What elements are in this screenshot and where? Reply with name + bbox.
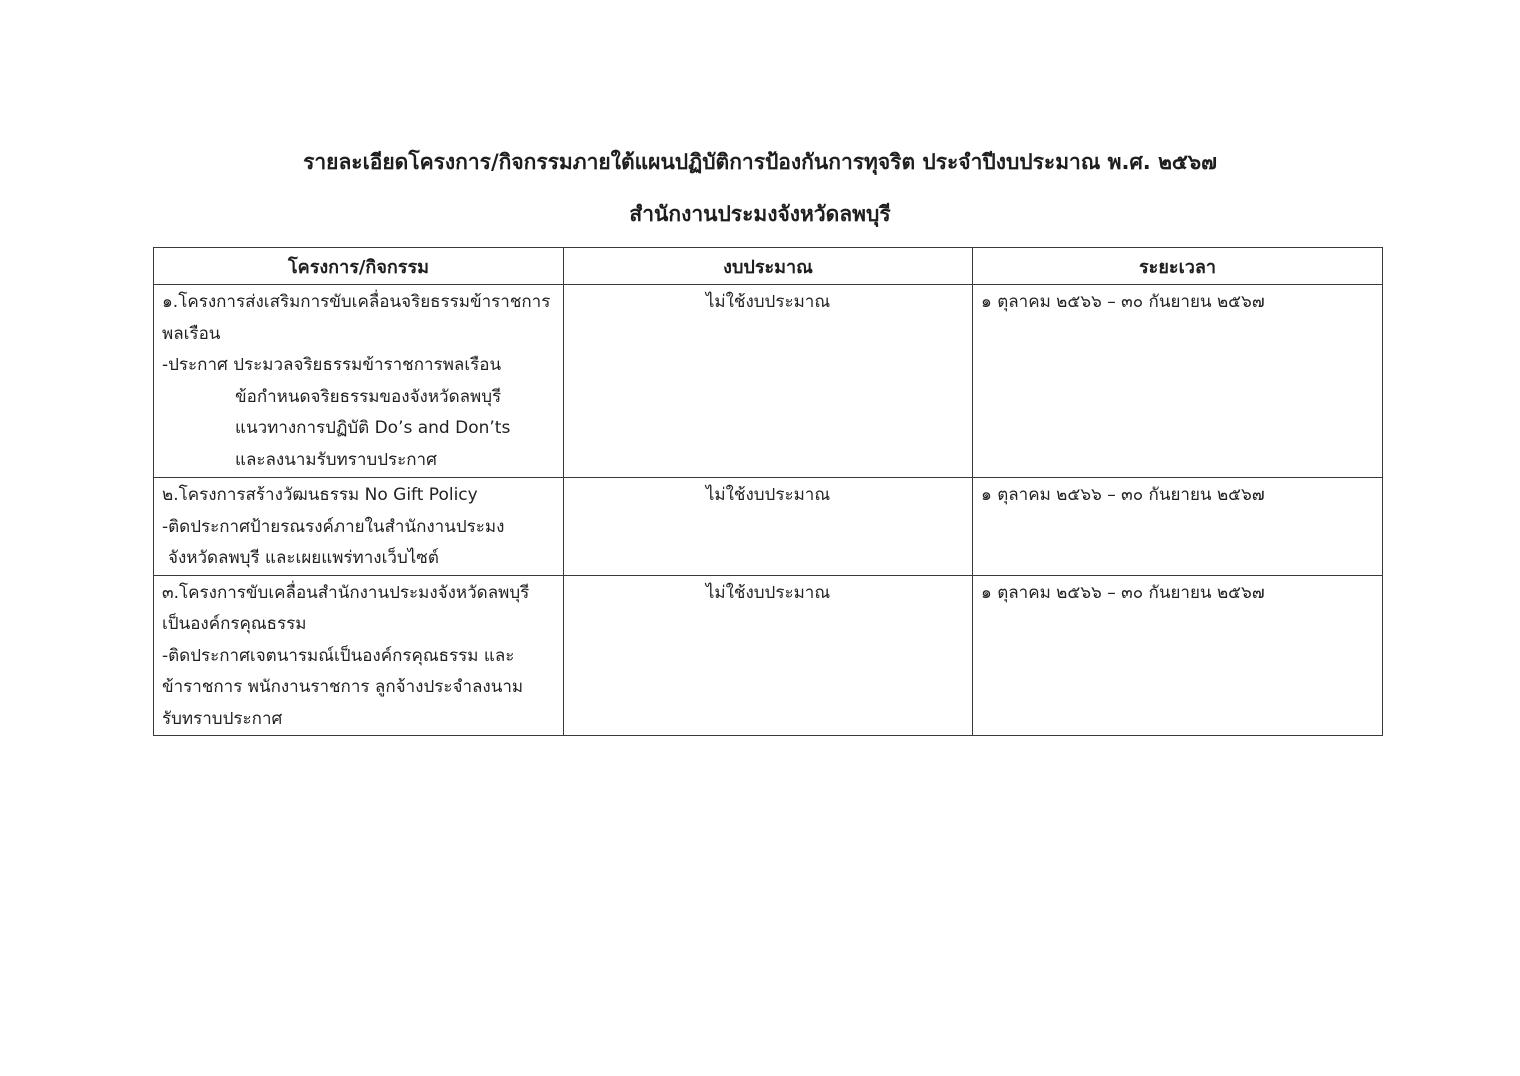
budget-cell: ไม่ใช้งบประมาณ <box>564 285 973 478</box>
header-budget: งบประมาณ <box>564 248 973 285</box>
project-line: ข้อกำหนดจริยธรรมของจังหวัดลพบุรี <box>235 386 502 407</box>
project-cell <box>154 285 564 478</box>
project-line: ๒.โครงการสร้างวัฒนธรรม No Gift Policy <box>162 485 478 505</box>
project-line: เป็นองค์กรคุณธรรม <box>162 614 307 634</box>
budget-cell: ไม่ใช้งบประมาณ <box>564 478 973 576</box>
header-period: ระยะเวลา <box>973 248 1383 285</box>
header-project: โครงการ/กิจกรรม <box>154 248 564 285</box>
project-table <box>153 247 1383 736</box>
project-line: ข้าราชการ พนักงานราชการ ลูกจ้างประจำลงนาม <box>162 677 524 697</box>
period-cell: ๑ ตุลาคม ๒๕๖๖ – ๓๐ กันยายน ๒๕๖๗ <box>973 478 1383 576</box>
table-row <box>154 478 1383 576</box>
period-cell: ๑ ตุลาคม ๒๕๖๖ – ๓๐ กันยายน ๒๕๖๗ <box>973 575 1383 736</box>
period-cell: ๑ ตุลาคม ๒๕๖๖ – ๓๐ กันยายน ๒๕๖๗ <box>973 285 1383 478</box>
table-row <box>154 575 1383 736</box>
project-line: รับทราบประกาศ <box>162 708 283 729</box>
project-line: แนวทางการปฏิบัติ Do’s and Don’ts <box>235 418 511 438</box>
project-line: และลงนามรับทราบประกาศ <box>235 449 437 470</box>
project-line: พลเรือน <box>162 323 221 344</box>
table-row <box>154 285 1383 478</box>
table-header-row <box>154 248 1383 285</box>
project-cell <box>154 478 564 576</box>
document-subtitle: สำนักงานประมงจังหวัดลพบุรี <box>629 202 891 226</box>
project-line: -ติดประกาศป้ายรณรงค์ภายในสำนักงานประมง <box>162 516 505 537</box>
project-line: ๑.โครงการส่งเสริมการขับเคลื่อนจริยธรรมข้าราชการ <box>162 292 551 312</box>
project-cell <box>154 575 564 736</box>
project-line: -ติดประกาศเจตนารมณ์เป็นองค์กรคุณธรรม และ <box>162 645 515 666</box>
project-line: จังหวัดลพบุรี และเผยแพร่ทางเว็บไซต์ <box>168 548 439 568</box>
project-line: -ประกาศ ประมวลจริยธรรมข้าราชการพลเรือน <box>162 355 502 375</box>
document-title: รายละเอียดโครงการ/กิจกรรมภายใต้แผนปฏิบัติการป้องกันการทุจริต ประจำปีงบประมาณ พ.ศ. ๒๕๖๗ <box>303 150 1217 174</box>
budget-cell: ไม่ใช้งบประมาณ <box>564 575 973 736</box>
project-line: ๓.โครงการขับเคลื่อนสำนักงานประมงจังหวัดลพบุรี <box>162 582 530 603</box>
